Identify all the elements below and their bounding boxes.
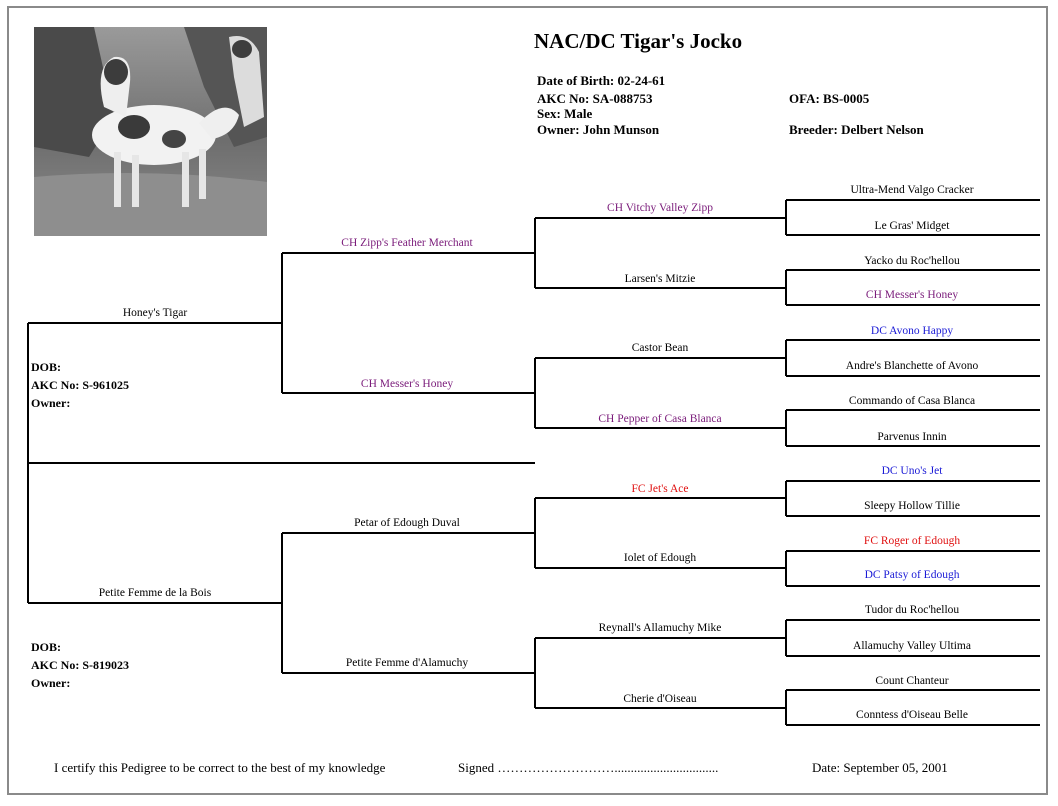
gen4-name: Conntess d'Oiseau Belle — [856, 709, 968, 721]
dam-details — [31, 638, 129, 692]
gen4-name: Allamuchy Valley Ultima — [853, 640, 971, 652]
dam-akc: AKC No: S-819023 — [31, 658, 129, 672]
dog-breeder: Breeder: Delbert Nelson — [789, 122, 924, 137]
gen4-name: Commando of Casa Blanca — [848, 395, 976, 407]
gen3-name: Cherie d'Oiseau — [623, 693, 697, 705]
gen2-name: Petar of Edough Duval — [354, 517, 460, 529]
dam-owner: Owner: — [31, 676, 71, 690]
certify-statement: I certify this Pedigree to be correct to the best of my knowledge — [54, 760, 386, 775]
gen3-name: Castor Bean — [631, 342, 689, 354]
gen4-name: DC Avono Happy — [870, 325, 954, 337]
gen3-name: Larsen's Mitzie — [624, 273, 696, 285]
gen2-name: CH Zipp's Feather Merchant — [341, 237, 473, 249]
gen4-name: Sleepy Hollow Tillie — [864, 500, 960, 512]
certify-date: Date: September 05, 2001 — [812, 760, 948, 775]
gen4-name: CH Messer's Honey — [865, 289, 959, 301]
sire-dob: DOB: — [31, 360, 61, 374]
gen4-name: DC Patsy of Edough — [864, 569, 960, 581]
signature-line: Signed ………………………................................ — [458, 760, 719, 775]
gen4-name: Andre's Blanchette of Avono — [845, 360, 979, 372]
sire-owner: Owner: — [31, 396, 71, 410]
dog-sex: Sex: Male — [537, 106, 593, 121]
dog-ofa: OFA: BS-0005 — [789, 91, 870, 106]
dog-title: NAC/DC Tigar's Jocko — [534, 29, 743, 53]
gen4-name: DC Uno's Jet — [881, 465, 943, 477]
gen3-name: Iolet of Edough — [623, 552, 697, 564]
sire-name: Honey's Tigar — [122, 307, 188, 319]
gen2-name: Petite Femme d'Alamuchy — [345, 657, 469, 669]
dog-owner: Owner: John Munson — [537, 122, 660, 137]
dam-name: Petite Femme de la Bois — [98, 587, 212, 599]
gen4-name: Yacko du Roc'hellou — [864, 255, 960, 267]
gen4-name: Ultra-Mend Valgo Cracker — [850, 184, 974, 196]
sire-details — [31, 358, 129, 412]
gen4-name: Le Gras' Midget — [874, 220, 950, 232]
gen3-name: CH Pepper of Casa Blanca — [598, 413, 722, 425]
gen3-name: CH Vitchy Valley Zipp — [607, 202, 713, 214]
gen3-name: Reynall's Allamuchy Mike — [598, 622, 722, 634]
dam-dob: DOB: — [31, 640, 61, 654]
gen4-name: Tudor du Roc'hellou — [864, 604, 960, 616]
dog-akc: AKC No: SA-088753 — [537, 91, 653, 106]
gen4-name: FC Roger of Edough — [863, 535, 961, 547]
gen2-name: CH Messer's Honey — [360, 378, 454, 390]
gen3-name: FC Jet's Ace — [631, 483, 689, 495]
dog-dob: Date of Birth: 02-24-61 — [537, 73, 666, 88]
gen4-name: Count Chanteur — [875, 675, 949, 687]
sire-akc: AKC No: S-961025 — [31, 378, 129, 392]
gen4-name: Parvenus Innin — [877, 431, 947, 443]
